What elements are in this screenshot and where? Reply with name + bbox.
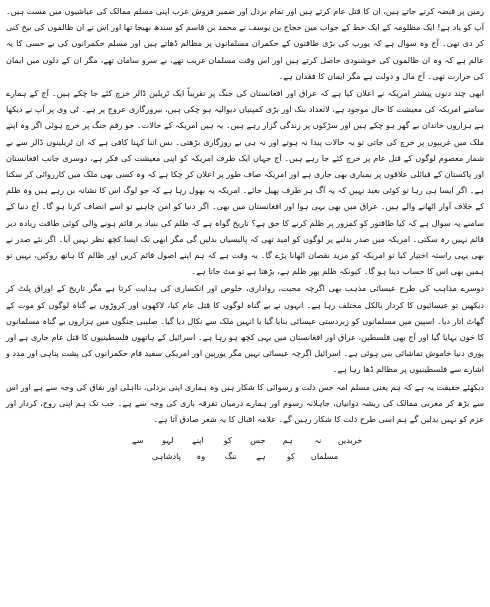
verse-word: مسلماں <box>310 451 339 462</box>
verse-word: ننگ <box>224 451 237 462</box>
verse-word: پادشاہی <box>151 451 181 462</box>
verse-word: سے <box>132 435 144 446</box>
document-page <box>6 3 484 464</box>
verse-word: لہو <box>162 435 174 446</box>
verse-word: جس <box>250 435 266 446</box>
verse-word: اپنے <box>191 435 204 446</box>
paragraph-2: ابھی چند دنوں پیشتر امریکہ نے اعلان کیا ہے کہ عراق اور افغانستان کی جنگ پر تقریباً ایک ٹریلین ڈالر خرچ کئے جا چکے ہیں۔ آج کے ہمارے سامنے امریکہ کی معیشت کا حال موجود ہے، لاتعداد بنک اور بڑی کمپنیاں دیوالیہ ہو چکی ہیں، بیروزگاری عروج پر ہے۔ ٹی وی پر آپ نے دیکھا ہے ہزاروں خاندان بے گھر ہو چکے ہیں اور سڑکوں پر زندگی گزار رہے ہیں۔ یہ ہیں امریکہ کے حالات۔ جو رقم جنگ پر خرچ ہوئی اگر وہ اپنے ملک میں غریبوں پر خرچ کی جاتی تو یہ حالات پیدا نہ ہوتے اور نہ ہی بے روزگاری بڑھتی۔ بس اتنا کہنا کافی ہے کہ ان ٹریلینوں ڈالر سے بے شمار معصوم لوگوں کے قتل عام پر خرچ کئے جا رہے ہیں۔ آج جہاں ایک طرف امریکہ کو اپنی معیشت کی فکر ہے، دوسری جانب افغانستان اور پاکستان کے قبائلی علاقوں پر بمباری بھی جاری ہے اور امریکہ صاف طور پر اعلان کر چکا ہے کہ وہ کسی بھی ملک میں کارروائی کر سکتا ہے۔ اگر ایسا ہی رہا تو کوئی بعید نہیں کہ یہ آگ ہر طرف پھیل جائے۔ امریکہ یہ بھول رہا ہے کہ جو لوگ اس کا نشانہ بن رہے ہیں وہ ظلم کے خلاف آواز اٹھانے والے ہیں۔ عراق میں بھی یہی ہوا اور افغانستان میں بھی۔ اگر دنیا کو امن چاہیے تو اسے انصاف کرنا ہو گا۔ آج دنیا کے سامنے یہ سوال ہے کہ کیا طاقتور کو کمزور پر ظلم کرنے کا حق ہے؟ تاریخ گواہ ہے کہ ظلم کی بنیاد پر قائم ہونے والی کوئی طاقت زیادہ دیر قائم نہیں رہ سکتی۔ امریکہ میں صدر بدلنے پر لوگوں کو امید تھی کہ پالیسیاں بدلیں گی مگر ابھی تک ایسا کچھ نظر نہیں آیا۔ اگر نئے صدر نے بھی یہی راستہ اختیار کیا تو امریکہ کو مزید نقصان اٹھانا پڑے گا۔ یہ وقت ہے کہ ہم اپنے اصول قائم کریں اور ظالم کا ہاتھ روکیں، نہیں تو ہمیں بھی اس کا حساب دینا ہو گا۔ کیونکہ ظلم پھر ظلم ہے، بڑھتا ہے تو مٹ جاتا ہے۔ <box>6 88 484 277</box>
paragraph-1: زمین پر قبضہ کرتے جاتے ہیں، ان کا قتل عام کرتے ہیں اور تمام بزدل اور ضمیر فروش عرب اپنی مسلم ممالک کی عیاشیوں میں مست ہیں۔ آپ کو یاد ہے! ایک مظلومہ کے ایک خط کے جواب میں حجاج بن یوسف نے محمد بن قاسم کو سندھ بھیجا تھا اور اس نے ان ظالموں کی بیخ کنی کر دی تھی۔ آج وہ سوال ہے کہ یورپ کی بڑی طاقتوں کے حکمران مسلمانوں پر مظالم ڈھاتے ہیں اور مسلم حکمرانوں کی بے حسی کا یہ عالم ہے کہ وہ ان ظالموں کی خوشنودی حاصل کرتے ہیں اور اس وقت مسلمان غریب تھے، بے سرو سامان تھے، مگر ان کے دلوں میں ایمان کی حرارت تھی۔ آج مال و دولت ہے مگر ایمان کا فقدان ہے۔ <box>6 6 484 81</box>
verse-word: نہ <box>314 435 322 446</box>
verse-word: ہم <box>282 435 293 446</box>
verse-word: ہے <box>256 451 266 462</box>
verse-word: کو <box>286 451 295 462</box>
verse-word: خریدیں <box>337 435 363 446</box>
verse-word: وہ <box>196 451 206 462</box>
poetry-couplet <box>6 432 484 464</box>
paragraph-3: دوسرے مذاہب کی طرح عیسائی مذہب بھی اگرچہ محبت، رواداری، خلوص اور انکساری کی ہدایت کرتا ہے مگر تاریخ کے اوراق پلٹ کر دیکھیں تو عیسائیوں کا کردار بالکل مختلف رہا ہے۔ انہوں نے بے گناہ لوگوں کا قتل عام کیا، لاکھوں اور کروڑوں بے گناہ لوگوں کو موت کے گھاٹ اتار دیا۔ اسپین میں مسلمانوں کو زبردستی عیسائی بنایا گیا یا انہیں ملک سے نکال دیا گیا۔ صلیبی جنگوں میں ہزاروں بے گناہ مسلمانوں کا خون بہایا گیا اور آج بھی فلسطین، عراق اور افغانستان میں یہی کچھ ہو رہا ہے۔ اسرائیل کے ہاتھوں فلسطینیوں کا قتل عام جاری ہے اور پوری دنیا خاموش تماشائی بنی ہوئی ہے۔ اسرائیل اگرچہ عیسائی نہیں مگر یورپین اور امریکی سفید فام حکمرانوں کی پشت پناہی اور مدد و اشارے سے فلسطینیوں پر مظالم ڈھا رہا ہے۔ <box>6 283 484 375</box>
verse-word: کو <box>223 435 232 446</box>
paragraph-4: دیکھئے حقیقت یہ ہے کہ ہم یعنی مسلم امہ جس ذلت و رسوائی کا شکار ہیں وہ ہماری اپنی بزدلی، نااہلی اور نفاق کی وجہ سے ہے اور اس سے بڑھ کر مغربی ممالک کی ریشہ دوانیاں، جاہلانہ رسوم اور ہمارے درمیان تفرقہ بازی کی وجہ سے ہے۔ جب تک ہم اپنی روح، کردار اور عزم کو نہیں بدلیں گے ہم اسی طرح ذلت کا شکار رہیں گے۔ علامہ اقبال کا یہ شعر صادق آتا ہے۔ <box>6 381 484 425</box>
couplet-line-2 <box>6 448 484 464</box>
couplet-line-1 <box>6 432 484 448</box>
